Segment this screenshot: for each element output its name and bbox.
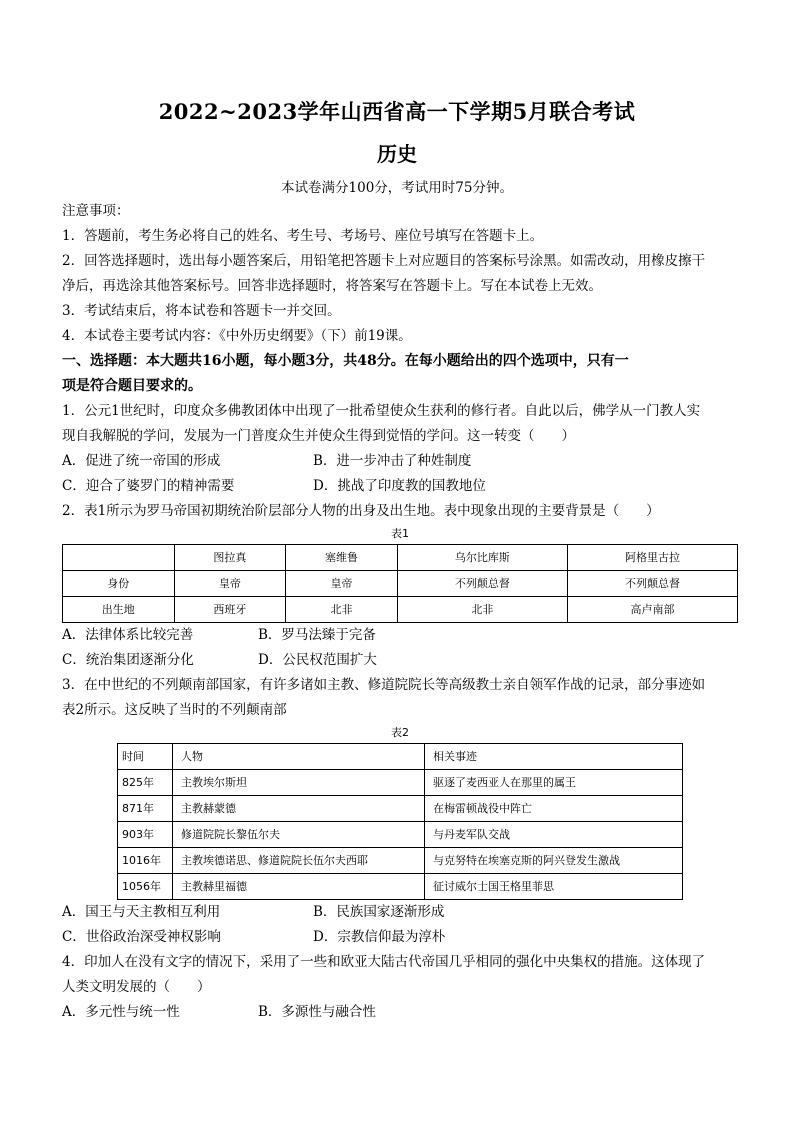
table-cell: 1056年	[118, 874, 173, 900]
q3-option-d: D．宗教信仰最为淳朴	[313, 929, 446, 945]
table-cell: 图拉真	[174, 545, 286, 571]
q3-option-c: C．世俗政治深受神权影响	[62, 929, 221, 945]
note-3: 3．考试结束后，将本试卷和答题卡一并交回。	[62, 303, 341, 319]
q2-options-row2	[62, 648, 738, 673]
table-cell: 北非	[286, 597, 398, 623]
q1-option-b: B．进一步冲击了种姓制度	[313, 453, 472, 469]
notes-heading: 注意事项：	[62, 203, 130, 219]
table-cell: 与克努特在埃塞克斯的阿兴登发生激战	[425, 848, 683, 874]
table-cell: 主教赫里福德	[173, 874, 425, 900]
exam-title: 2022~2023学年山西省高一下学期5月联合考试	[158, 99, 636, 124]
table-cell: 西班牙	[174, 597, 286, 623]
table-1	[62, 544, 738, 623]
q2-option-a: A．法律体系比较完善	[62, 627, 194, 643]
table-cell: 乌尔比库斯	[397, 545, 567, 571]
table-cell: 修道院院长黎伍尔夫	[173, 822, 425, 848]
table-cell: 主教埃德诺思、修道院院长伍尔夫西耶	[173, 848, 425, 874]
q4-stem-line2: 人类文明发展的（ ）	[62, 979, 211, 995]
q4-option-b: B．多源性与融合性	[258, 1004, 376, 1020]
table-cell: 在梅雷顿战役中阵亡	[425, 796, 683, 822]
table-row	[118, 874, 683, 900]
q4-stem-line1: 4．印加人在没有文字的情况下，采用了一些和欧亚大陆古代帝国几乎相同的强化中央集权的措施。这体现了	[62, 954, 706, 970]
table-row	[63, 597, 738, 623]
table-cell: 高卢南部	[567, 597, 737, 623]
table-cell: 1016年	[118, 848, 173, 874]
table-cell: 不列颠总督	[397, 571, 567, 597]
q3-stem-line1: 3．在中世纪的不列颠南部国家，有许多诸如主教、修道院院长等高级教士亲自领军作战的记录，部分事迹如	[62, 677, 706, 693]
q3-option-a: A．国王与天主教相互利用	[62, 904, 221, 920]
q1-option-c: C．迎合了婆罗门的精神需要	[62, 478, 235, 494]
table-row	[63, 571, 738, 597]
q2-option-c: C．统治集团逐渐分化	[62, 652, 194, 668]
table1-caption: 表1	[391, 527, 409, 540]
table-row	[63, 545, 738, 571]
table-cell: 825年	[118, 770, 173, 796]
table-cell: 塞维鲁	[286, 545, 398, 571]
note-2-line1: 2．回答选择题时，选出每小题答案后，用铅笔把答题卡上对应题目的答案标号涂黑。如需改动，用橡皮擦干	[62, 253, 706, 269]
table-cell: 主教埃尔斯坦	[173, 770, 425, 796]
table-cell: 皇帝	[174, 571, 286, 597]
q4-option-a: A．多元性与统一性	[62, 1004, 180, 1020]
table-cell: 皇帝	[286, 571, 398, 597]
note-4: 4．本试卷主要考试内容：《中外历史纲要》（下）前19课。	[62, 328, 412, 344]
table-cell: 阿格里古拉	[567, 545, 737, 571]
table-cell: 时间	[118, 744, 173, 770]
table-cell: 903年	[118, 822, 173, 848]
table2-caption: 表2	[391, 726, 409, 739]
section-heading-line2: 项是符合题目要求的。	[62, 378, 202, 394]
q2-option-b: B．罗马法臻于完备	[258, 627, 376, 643]
q1-options-row1	[62, 449, 738, 474]
table-cell: 871年	[118, 796, 173, 822]
q2-option-d: D．公民权范围扩大	[258, 652, 377, 668]
table-cell: 人物	[173, 744, 425, 770]
exam-info: 本试卷满分100分，考试用时75分钟。	[281, 180, 513, 196]
table-cell: 北非	[397, 597, 567, 623]
subject-title: 历史	[377, 142, 417, 166]
q3-options-row2	[62, 925, 738, 950]
q1-stem-line1: 1．公元1世纪时，印度众多佛教团体中出现了一批希望使众生获利的修行者。自此以后，佛学从一门教人实	[62, 403, 701, 419]
table-row	[118, 744, 683, 770]
table-cell	[63, 545, 175, 571]
table-row	[118, 770, 683, 796]
section-heading-line1: 一、选择题：本大题共16小题，每小题3分，共48分。在每小题给出的四个选项中，只有一	[62, 353, 629, 369]
table-cell: 不列颠总督	[567, 571, 737, 597]
q3-options-row1	[62, 900, 738, 925]
table-2	[117, 743, 683, 900]
q3-stem-line2: 表2所示。这反映了当时的不列颠南部	[62, 702, 287, 718]
note-1: 1．答题前，考生务必将自己的姓名、考生号、考场号、座位号填写在答题卡上。	[62, 228, 544, 244]
q4-options-row1	[62, 1000, 738, 1025]
table-cell: 主教赫蒙德	[173, 796, 425, 822]
q1-options-row2	[62, 474, 738, 499]
note-2-line2: 净后，再选涂其他答案标号。回答非选择题时，将答案写在答题卡上。写在本试卷上无效。	[62, 278, 602, 294]
table-row	[118, 848, 683, 874]
table-cell: 征讨威尔士国王格里菲思	[425, 874, 683, 900]
table-cell: 出生地	[63, 597, 175, 623]
table-cell: 与丹麦军队交战	[425, 822, 683, 848]
table-cell: 相关事迹	[425, 744, 683, 770]
table-row	[118, 822, 683, 848]
q2-options-row1	[62, 623, 738, 648]
table-cell: 身份	[63, 571, 175, 597]
q1-stem-line2: 现自我解脱的学问，发展为一门普度众生并使众生得到觉悟的学问。这一转变（ ）	[62, 428, 575, 444]
q1-option-d: D．挑战了印度教的国教地位	[313, 478, 486, 494]
q1-option-a: A．促进了统一帝国的形成	[62, 453, 221, 469]
table-row	[118, 796, 683, 822]
q2-stem: 2．表1所示为罗马帝国初期统治阶层部分人物的出身及出生地。表中现象出现的主要背景是（ ）	[62, 503, 660, 519]
q3-option-b: B．民族国家逐渐形成	[313, 904, 445, 920]
exam-body	[62, 199, 738, 1025]
table-cell: 驱逐了麦西亚人在那里的属王	[425, 770, 683, 796]
